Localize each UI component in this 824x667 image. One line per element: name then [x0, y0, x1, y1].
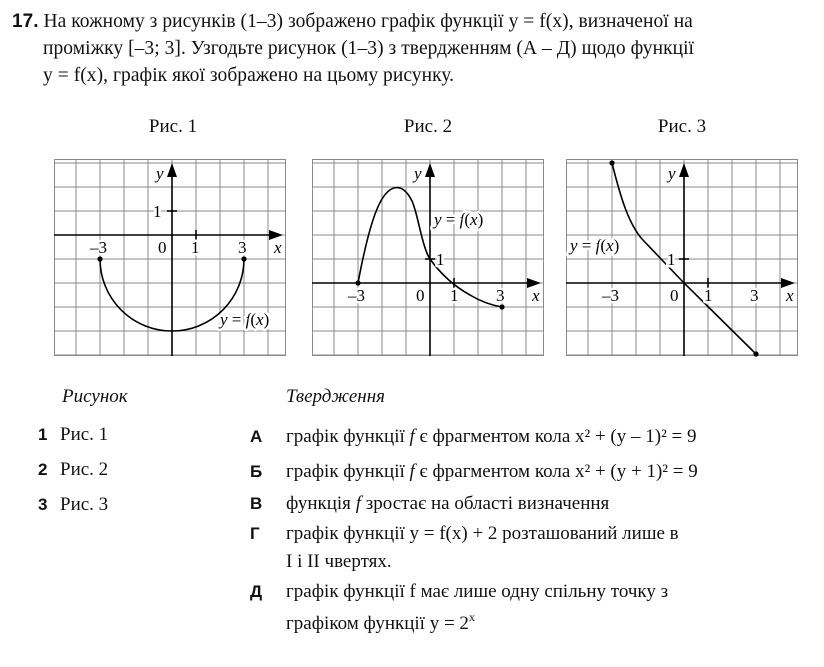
figure-1-tick-y1: 1 [153, 202, 162, 221]
figure-3-grid [566, 159, 798, 356]
statement-text-line-2: графіком функції $y = 2^x$ [286, 609, 475, 634]
figure-3-endpoint-left [609, 160, 614, 165]
figure-1-endpoint-left [97, 256, 102, 261]
picture-label: Рис. 3 [60, 494, 109, 515]
figure-1-tick-1: 1 [191, 238, 200, 257]
figure-3-tick-1: 1 [704, 286, 713, 305]
grid-border [313, 160, 544, 356]
figure-1-tick-neg3: –3 [90, 238, 107, 257]
figure-2-endpoint-left [355, 280, 360, 285]
statement-math: x² + (y + 1)² = 9 [575, 461, 698, 482]
statements-header: Твердження [286, 386, 385, 407]
figure-1-x-label: x [274, 238, 282, 257]
figure-1 [54, 159, 286, 356]
figure-3-title: Рис. 3 [657, 116, 707, 137]
picture-label: Рис. 1 [60, 424, 109, 445]
figure-3-tick-0: 0 [670, 286, 679, 305]
problem-line-3: y = f(x), графік якої зображено на цьому рисунку. [43, 65, 455, 86]
figure-1-tick-3: 3 [238, 238, 247, 257]
figure-2-endpoint-right [499, 304, 504, 309]
picture-label: Рис. 2 [60, 459, 109, 480]
statement-text-line-2: I і II чвертях. [286, 551, 392, 572]
figure-2-tick-3: 3 [496, 286, 505, 305]
statement-text: графік функції f є фрагментом кола x² + (y – 1)² = 9 [286, 426, 697, 447]
figure-2-x-label: x [532, 286, 540, 305]
statement-letter: Г [250, 524, 260, 543]
pictures-header: Рисунок [62, 386, 128, 407]
grid-border [567, 160, 798, 356]
figure-3-tick-3: 3 [750, 286, 759, 305]
statement-text-line-1: графік функції y = f(x) + 2 розташований лише в [286, 523, 679, 544]
statement-d [250, 578, 810, 638]
figure-1-y-label: y [156, 164, 164, 183]
problem-statement [12, 8, 812, 89]
figure-2 [312, 159, 544, 356]
statement-g [250, 520, 810, 576]
statement-letter: А [250, 427, 263, 446]
statement-letter: Б [250, 462, 263, 481]
problem-line-2: проміжку [–3; 3]. Узгодьте рисунок (1–3) з твердженням (А – Д) щодо функції [43, 38, 695, 59]
picture-number: 1 [38, 425, 48, 444]
statement-b [250, 458, 810, 486]
figure-3-tick-neg3: –3 [602, 286, 619, 305]
figure-3-endpoint-right [753, 351, 758, 356]
problem-line-1 [12, 8, 812, 35]
picture-item-2 [38, 459, 108, 481]
figure-3-y-label: y [668, 164, 676, 183]
figure-2-graph [312, 159, 544, 356]
picture-item-1 [38, 424, 108, 446]
figure-2-tick-y1: 1 [436, 250, 445, 269]
figure-1-tick-0: 0 [158, 238, 167, 257]
figure-3 [566, 159, 798, 356]
figure-3-graph [566, 159, 798, 356]
statement-text-line-1: графік функції f має лише одну спільну точку з [286, 581, 669, 602]
figure-1-graph [54, 159, 286, 356]
statement-text: функція f зростає на області визначення [286, 493, 610, 514]
figure-2-tick-neg3: –3 [348, 286, 365, 305]
statement-a [250, 423, 810, 451]
statement-text: графік функції f є фрагментом кола x² + (y + 1)² = 9 [286, 461, 698, 482]
figure-3-function-label: y = f(x) [570, 236, 620, 255]
figure-2-grid [312, 159, 544, 356]
picture-number: 3 [38, 495, 48, 514]
problem-number: 17. [12, 11, 39, 32]
figure-3-x-label: x [786, 286, 794, 305]
figure-1-title: Рис. 1 [148, 116, 198, 137]
statement-letter: Д [250, 582, 263, 601]
figure-2-function-label: y = f(x) [434, 210, 484, 229]
figure-1-function-label: y = f(x) [220, 310, 270, 329]
problem-text-1: На кожному з рисунків (1–3) зображено графік функції y = f(x), визначеної на [43, 11, 693, 32]
statement-letter: В [250, 494, 263, 513]
picture-number: 2 [38, 460, 48, 479]
figure-2-tick-0: 0 [416, 286, 425, 305]
figure-2-tick-1: 1 [450, 286, 459, 305]
statement-v [250, 490, 810, 518]
figure-2-title: Рис. 2 [403, 116, 453, 137]
figure-2-y-label: y [414, 164, 422, 183]
statement-math: x² + (y – 1)² = 9 [575, 426, 697, 447]
picture-item-3 [38, 494, 108, 516]
figure-1-endpoint-right [241, 256, 246, 261]
figure-3-tick-y1: 1 [667, 250, 676, 269]
